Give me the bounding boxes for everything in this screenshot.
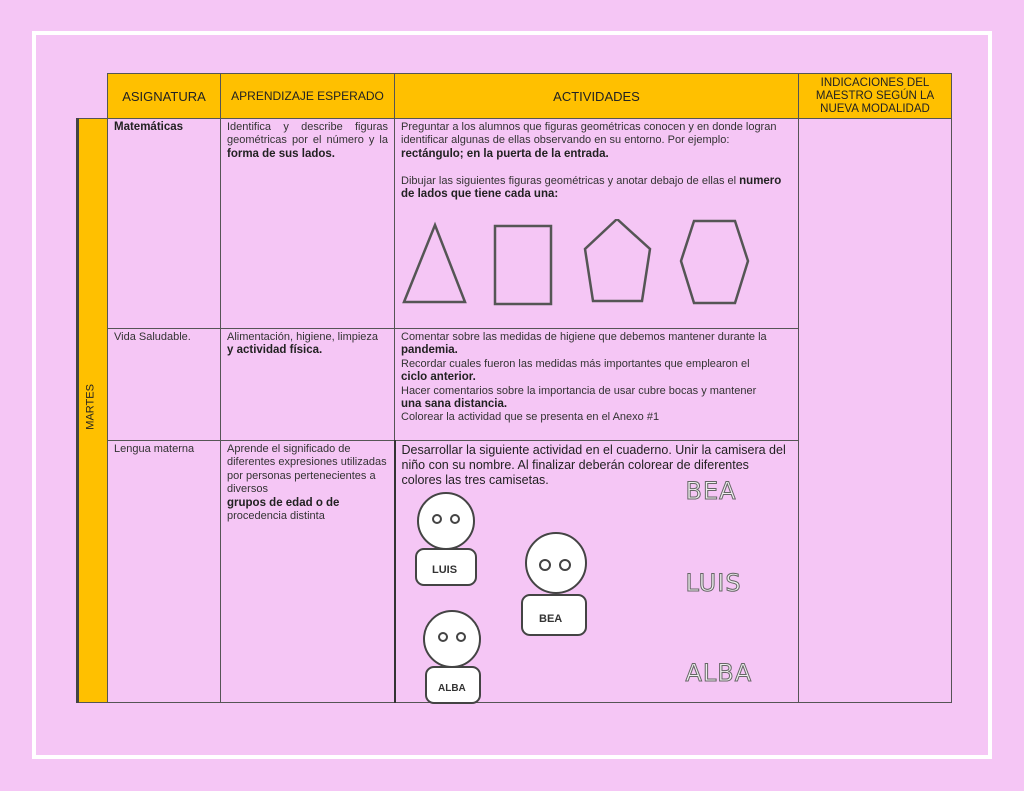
aprendizaje-cell — [221, 329, 395, 441]
triangle-shape — [404, 225, 465, 302]
aprendizaje-bold: y actividad física. — [227, 344, 323, 357]
activity-text: Desarrollar la siguiente actividad en el cuaderno. Unir la camisera del niño con su nombre. Al finalizar deberán colorear de diferentes colores las tres camisetas. — [401, 443, 786, 487]
aprendizaje-text: Alimentación, higiene, limpieza — [227, 331, 379, 343]
shirt-label: LUIS — [431, 564, 457, 576]
aprendizaje-text: Aprende el significado de diferentes expresiones utilizadas por personas pertenecientes a diversos — [227, 443, 387, 496]
activity-text: Preguntar a los alumnos que figuras geométricas conocen y en donde logran identificar algunas de ellas observando en su entorno. Por ejemplo: — [401, 121, 777, 147]
aprendizaje-text: Identifica y describe figuras geométricas por el número y la — [227, 121, 388, 147]
activity-text: Hacer comentarios sobre la importancia de usar cubre bocas y mantener — [401, 384, 757, 397]
activity-bold: una sana distancia. — [401, 398, 508, 411]
actividades-cell — [395, 329, 799, 441]
name-label: ALBA — [685, 659, 753, 687]
indicaciones-cell — [799, 119, 952, 703]
aprendizaje-bold: grupos de edad o de — [227, 496, 340, 509]
pentagon-shape — [585, 219, 650, 301]
asignatura-text: Lengua materna — [114, 443, 195, 455]
header-asignatura: ASIGNATURA — [108, 74, 221, 119]
lesson-table — [76, 73, 952, 703]
name-label: BEA — [685, 477, 737, 505]
hexagon-shape — [681, 221, 748, 303]
header-aprendizaje: APRENDIZAJE ESPERADO — [221, 74, 395, 119]
rectangle-shape — [495, 226, 551, 304]
day-cell — [78, 119, 108, 703]
header-row — [78, 74, 952, 119]
aprendizaje-cell — [221, 119, 395, 329]
activity-bold: numero de lados que tiene cada una: — [401, 174, 782, 201]
activity-text: Colorear la actividad que se presenta en el Anexo #1 — [401, 411, 660, 424]
activity-bold: pandemia. — [401, 344, 458, 357]
aprendizaje-bold: forma de sus lados. — [227, 147, 336, 160]
asignatura-text: Matemáticas — [114, 121, 184, 133]
shirt-label: ALBA — [437, 683, 466, 694]
name-label: LUIS — [685, 569, 742, 597]
header-actividades: ACTIVIDADES — [395, 74, 799, 119]
header-indicaciones: INDICACIONES DEL MAESTRO SEGÚN LA NUEVA MODALIDAD — [799, 74, 952, 119]
asignatura-cell — [108, 329, 221, 441]
day-label: MARTES — [84, 384, 97, 430]
row-matematicas — [78, 119, 952, 329]
actividades-cell — [395, 119, 799, 329]
asignatura-cell — [108, 119, 221, 329]
geometric-shapes — [401, 219, 793, 314]
actividades-cell — [395, 441, 799, 703]
activity-text: Recordar cuales fueron las medidas más importantes que emplearon el — [401, 357, 750, 370]
activity-bold: rectángulo; en la puerta de la entrada. — [401, 147, 609, 160]
corner-cell — [78, 74, 108, 119]
asignatura-text: Vida Saludable. — [114, 331, 191, 343]
aprendizaje-cell — [221, 441, 395, 703]
asignatura-cell — [108, 441, 221, 703]
shirt-label: BEA — [538, 613, 562, 625]
aprendizaje-text: procedencia distinta — [227, 510, 325, 523]
activity-bold: ciclo anterior. — [401, 371, 476, 384]
children-illustration — [404, 491, 604, 706]
activity-text: Dibujar las siguientes figuras geométricas y anotar debajo de ellas el — [401, 174, 737, 187]
activity-text: Comentar sobre las medidas de higiene que debemos mantener durante la — [401, 331, 767, 343]
